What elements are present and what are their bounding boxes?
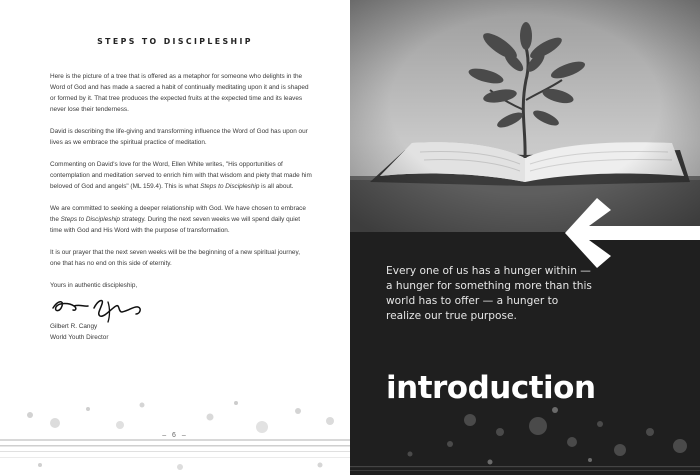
- signature-image: [50, 294, 150, 324]
- paragraph-6: Yours in authentic discipleship,: [50, 282, 138, 289]
- paragraph-4-text: We are committed to seeking a deeper relationship with God. We have chosen to embrace the: [50, 205, 306, 223]
- paragraph-2: David is describing the life-giving and transforming influence the Word of God has upon our lives as we embrace the spiritual practice of meditation.: [50, 128, 308, 146]
- paragraph-3-book-title: Steps to Discipleship: [200, 183, 260, 190]
- page-heading: STEPS TO DISCIPLESHIP: [97, 37, 253, 46]
- paragraph-3-end: is all about.: [259, 183, 294, 190]
- section-title: introduction: [386, 370, 596, 406]
- right-page: [350, 0, 700, 475]
- quote-line-4: realize our true purpose.: [386, 310, 517, 322]
- signature-name: Gilbert R. Cangy: [50, 323, 98, 330]
- page-number: – 6 –: [162, 432, 188, 439]
- body-text: [50, 71, 312, 302]
- quote-line-1: Every one of us has a hunger within —: [386, 265, 591, 277]
- paragraph-5: It is our prayer that the next seven weeks will be the beginning of a new spiritual journey, one that has no end on this side of eternity.: [50, 249, 300, 267]
- quote-line-2: a hunger for something more than this: [386, 280, 592, 292]
- paragraph-1: Here is the picture of a tree that is offered as a metaphor for someone who delights in the Word of God and has made a sacred a habit of continually meditating upon it and is shaped or formed by it. That tree produces the expected fruits at the expected time and its leaves never lose their tenderness.: [50, 73, 309, 113]
- paragraph-3: [50, 159, 312, 192]
- paragraph-3-text: Commenting on David's love for the Word, Ellen White writes, "His opportunities of contemplation and meditation served to enrich him with that wisdom and piety that made him beloved of God and angels" (ML 159.4). This is what: [50, 161, 312, 190]
- quote-line-3: world has to offer — a hunger to: [386, 295, 559, 307]
- left-arrow-chevron-icon: [565, 198, 700, 268]
- paragraph-4: [50, 203, 312, 236]
- paragraph-4-end: strategy. During the next seven weeks we will spend daily quiet time with God and His Word with the purpose of transformation.: [50, 216, 300, 234]
- signature-title: World Youth Director: [50, 334, 109, 341]
- intro-quote: [386, 264, 636, 324]
- paragraph-4-book-title: Steps to Discipleship: [60, 216, 120, 223]
